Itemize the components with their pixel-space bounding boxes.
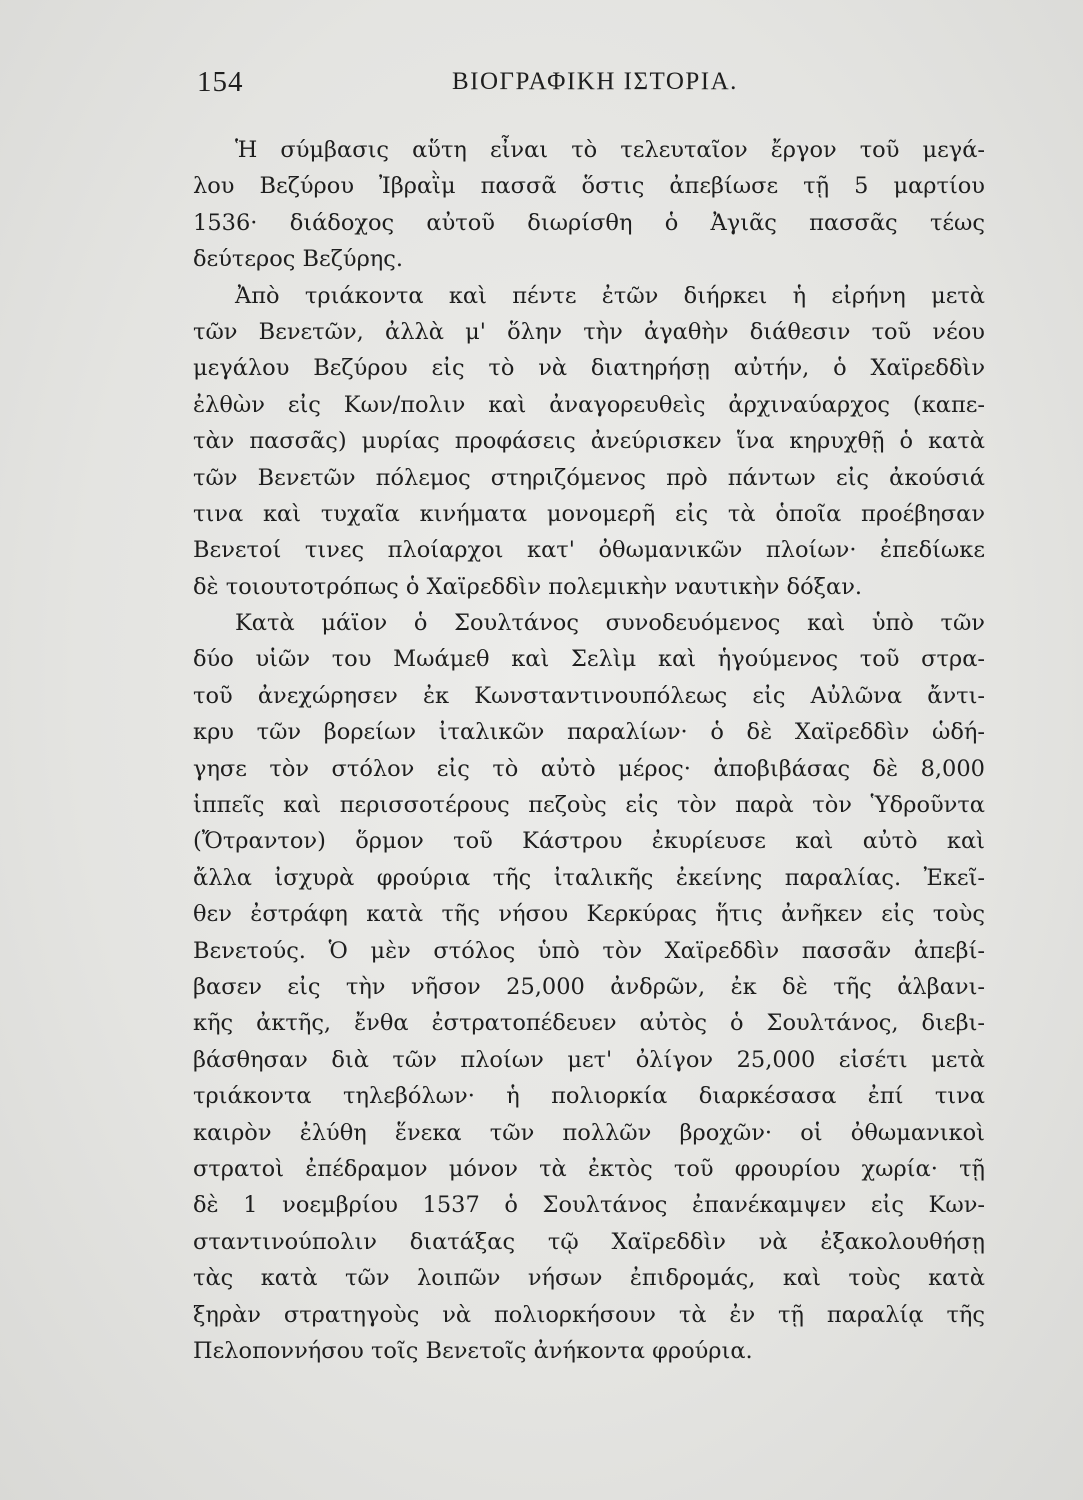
text-line: τινα καὶ τυχαῖα κινήματα μονομερῆ εἰς τὰ ὁποῖα προέβησαν — [193, 500, 985, 527]
text-line: βάσθησαν διὰ τῶν πλοίων μετ' ὀλίγον 25,000 εἰσέτι μετὰ — [193, 1046, 985, 1073]
text-line: θεν ἐστράφη κατὰ τῆς νήσου Κερκύρας ἥτις ἀνῆκεν εἰς τοὺς — [193, 901, 985, 928]
text-line: τὰς κατὰ τῶν λοιπῶν νήσων ἐπιδρομάς, καὶ τοὺς κατὰ — [193, 1265, 985, 1292]
text-line: ἐλθὼν εἰς Κων/πολιν καὶ ἀναγορευθεὶς ἀρχιναύαρχος (καπε- — [193, 391, 985, 418]
text-line: μεγάλου Βεζύρου εἰς τὸ νὰ διατηρήσῃ αὐτήν, ὁ Χαϊρεδδὶν — [193, 355, 985, 382]
text-line: τῶν Βενετῶν, ἀλλὰ μ' ὅλην τὴν ἀγαθὴν διάθεσιν τοῦ νέου — [193, 318, 985, 345]
text-line: τοῦ ἀνεχώρησεν ἐκ Κωνσταντινουπόλεως εἰς Αὐλῶνα ἄντι- — [193, 682, 985, 709]
text-line: τὰν πασσᾶς) μυρίας προφάσεις ἀνεύρισκεν ἵνα κηρυχθῇ ὁ κατὰ — [193, 428, 985, 455]
text-line: 1536· διάδοχος αὐτοῦ διωρίσθη ὁ Ἀγιᾶς πασσᾶς τέως — [193, 209, 985, 236]
text-line: ἄλλα ἰσχυρὰ φρούρια τῆς ἰταλικῆς ἐκείνης παραλίας. Ἐκεῖ- — [193, 864, 985, 891]
text-line: (Ὄτραντον) ὅρμον τοῦ Κάστρου ἐκυρίευσε καὶ αὐτὸ καὶ — [193, 828, 985, 855]
text-line: δὲ τοιουτοτρόπως ὁ Χαϊρεδδὶν πολεμικὴν ναυτικὴν δόξαν. — [193, 573, 863, 600]
text-line: ἱππεῖς καὶ περισσοτέρους πεζοὺς εἰς τὸν παρὰ τὸν Ὑδροῦντα — [193, 792, 985, 819]
text-line: Πελοποννήσου τοῖς Βενετοῖς ἀνήκοντα φρούρια. — [193, 1337, 753, 1364]
page-header — [197, 66, 817, 106]
text-line: δύο υἱῶν του Μωάμεθ καὶ Σελὶμ καὶ ἡγούμενος τοῦ στρα- — [193, 646, 985, 673]
text-line: κῆς ἀκτῆς, ἔνθα ἐστρατοπέδευεν αὐτὸς ὁ Σουλτάνος, διεβι- — [193, 1010, 985, 1037]
text-line: ξηρὰν στρατηγοὺς νὰ πολιορκήσουν τὰ ἐν τῇ παραλίᾳ τῆς — [193, 1301, 985, 1328]
text-line: Ἀπὸ τριάκοντα καὶ πέντε ἐτῶν διήρκει ἡ εἰρήνη μετὰ — [235, 282, 985, 309]
text-line: κρυ τῶν βορείων ἰταλικῶν παραλίων· ὁ δὲ Χαϊρεδδὶν ὡδή- — [193, 719, 985, 746]
text-line: βασεν εἰς τὴν νῆσον 25,000 ἀνδρῶν, ἐκ δὲ τῆς ἀλβανι- — [193, 973, 985, 1000]
text-line: Βενετούς. Ὁ μὲν στόλος ὑπὸ τὸν Χαϊρεδδὶν πασσᾶν ἀπεβί- — [193, 937, 985, 964]
text-line: Βενετοί τινες πλοίαρχοι κατ' ὀθωμανικῶν πλοίων· ἐπεδίωκε — [193, 537, 985, 564]
text-line: Ἡ σύμβασις αὕτη εἶναι τὸ τελευταῖον ἔργον τοῦ μεγά- — [235, 137, 985, 163]
page-number: 154 — [197, 66, 244, 98]
running-title: ΒΙΟΓΡΑΦΙΚΗ ΙΣΤΟΡΙΑ. — [452, 68, 738, 95]
text-line: δὲ 1 νοεμβρίου 1537 ὁ Σουλτάνος ἐπανέκαμψεν εἰς Κων- — [193, 1192, 985, 1219]
text-line: λου Βεζύρου Ἰβραῒμ πασσᾶ ὅστις ἀπεβίωσε τῇ 5 μαρτίου — [193, 173, 985, 200]
text-line: τριάκοντα τηλεβόλων· ἡ πολιορκία διαρκέσασα ἐπί τινα — [193, 1083, 985, 1110]
text-line: τῶν Βενετῶν πόλεμος στηριζόμενος πρὸ πάντων εἰς ἀκούσιά — [193, 464, 985, 491]
text-line: στρατοὶ ἐπέδραμον μόνον τὰ ἐκτὸς τοῦ φρουρίου χωρία· τῇ — [193, 1155, 985, 1182]
text-line: Κατὰ μάϊον ὁ Σουλτάνος συνοδευόμενος καὶ ὑπὸ τῶν — [235, 610, 985, 637]
text-line: σταντινούπολιν διατάξας τῷ Χαϊρεδδὶν νὰ ἐξακολουθήσῃ — [193, 1228, 985, 1255]
body-text — [193, 132, 985, 1369]
text-line: δεύτερος Βεζύρης. — [193, 246, 404, 273]
text-line: καιρὸν ἐλύθη ἕνεκα τῶν πολλῶν βροχῶν· οἱ ὀθωμανικοὶ — [193, 1119, 985, 1146]
text-line: γησε τὸν στόλον εἰς τὸ αὐτὸ μέρος· ἀποβιβάσας δὲ 8,000 — [193, 755, 985, 782]
